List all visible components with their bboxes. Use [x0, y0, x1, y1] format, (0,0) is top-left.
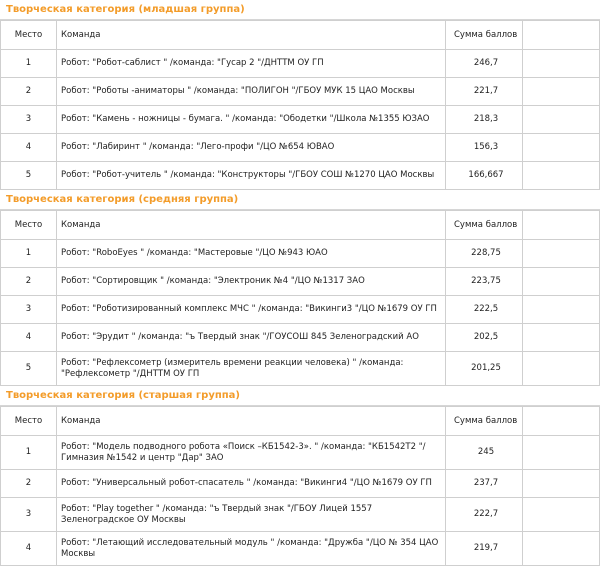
cell-empty	[523, 50, 600, 78]
cell-empty	[523, 498, 600, 532]
cell-team: Робот: "Летающий исследовательный модуль " /команда: "Дружба "/ЦО № 354 ЦАО Москвы	[57, 532, 446, 566]
results-table-junior	[0, 20, 600, 190]
cell-team: Робот: "Робот-саблист " /команда: "Гусар 2 "/ДНТТМ ОУ ГП	[57, 50, 446, 78]
header-team: Команда	[57, 407, 446, 436]
table-row	[1, 296, 600, 324]
cell-place: 1	[1, 240, 57, 268]
table-row	[1, 50, 600, 78]
table-row	[1, 470, 600, 498]
header-place: Место	[1, 407, 57, 436]
cell-place: 2	[1, 78, 57, 106]
table-row	[1, 352, 600, 386]
table-header-row	[1, 407, 600, 436]
table-header-row	[1, 211, 600, 240]
cell-score: 237,7	[446, 470, 523, 498]
cell-empty	[523, 78, 600, 106]
cell-place: 3	[1, 296, 57, 324]
cell-score: 223,75	[446, 268, 523, 296]
cell-team: Робот: "Камень - ножницы - бумага. " /команда: "Ободетки "/Школа №1355 ЮЗАО	[57, 106, 446, 134]
cell-team: Робот: "Модель подводного робота «Поиск –КБ1542-3». " /команда: "КБ1542Т2 "/Гимназия №1542 и центр "Дар" ЗАО	[57, 436, 446, 470]
table-row	[1, 436, 600, 470]
results-table-senior	[0, 406, 600, 566]
table-row	[1, 324, 600, 352]
cell-team: Робот: "Play together " /команда: "ъ Твердый знак "/ГБОУ Лицей 1557 Зеленоградское ОУ Москвы	[57, 498, 446, 532]
cell-team: Робот: "Лабиринт " /команда: "Лего-профи "/ЦО №654 ЮВАО	[57, 134, 446, 162]
section-title-junior: Творческая категория (младшая группа)	[0, 0, 600, 20]
cell-place: 4	[1, 324, 57, 352]
cell-empty	[523, 162, 600, 190]
cell-score: 156,3	[446, 134, 523, 162]
cell-team: Робот: "RoboEyes " /команда: "Мастеровые "/ЦО №943 ЮАО	[57, 240, 446, 268]
cell-empty	[523, 352, 600, 386]
cell-empty	[523, 296, 600, 324]
header-place: Место	[1, 21, 57, 50]
cell-team: Робот: "Роботы -аниматоры " /команда: "ПОЛИГОН "/ГБОУ МУК 15 ЦАО Москвы	[57, 78, 446, 106]
header-score: Сумма баллов	[446, 407, 523, 436]
cell-score: 228,75	[446, 240, 523, 268]
cell-score: 246,7	[446, 50, 523, 78]
cell-place: 4	[1, 134, 57, 162]
table-row	[1, 268, 600, 296]
cell-place: 2	[1, 470, 57, 498]
table-row	[1, 162, 600, 190]
cell-score: 202,5	[446, 324, 523, 352]
table-row	[1, 78, 600, 106]
table-row	[1, 532, 600, 566]
cell-score: 201,25	[446, 352, 523, 386]
section-title-middle: Творческая категория (средняя группа)	[0, 190, 600, 210]
table-row	[1, 134, 600, 162]
table-row	[1, 106, 600, 134]
cell-team: Робот: "Роботизированный комплекс МЧС " /команда: "Викинги3 "/ЦО №1679 ОУ ГП	[57, 296, 446, 324]
table-row	[1, 240, 600, 268]
cell-score: 218,3	[446, 106, 523, 134]
cell-empty	[523, 470, 600, 498]
cell-team: Робот: "Эрудит " /команда: "ъ Твердый знак "/ГОУСОШ 845 Зеленоградский АО	[57, 324, 446, 352]
cell-empty	[523, 324, 600, 352]
cell-place: 1	[1, 436, 57, 470]
cell-place: 5	[1, 162, 57, 190]
cell-team: Робот: "Универсальный робот-спасатель " /команда: "Викинги4 "/ЦО №1679 ОУ ГП	[57, 470, 446, 498]
results-table-middle	[0, 210, 600, 386]
section-title-senior: Творческая категория (старшая группа)	[0, 386, 600, 406]
cell-place: 4	[1, 532, 57, 566]
cell-empty	[523, 268, 600, 296]
cell-team: Робот: "Сортировщик " /команда: "Электроник №4 "/ЦО №1317 ЗАО	[57, 268, 446, 296]
cell-empty	[523, 106, 600, 134]
cell-score: 166,667	[446, 162, 523, 190]
cell-score: 222,5	[446, 296, 523, 324]
cell-empty	[523, 240, 600, 268]
cell-score: 222,7	[446, 498, 523, 532]
cell-score: 219,7	[446, 532, 523, 566]
cell-empty	[523, 436, 600, 470]
header-empty	[523, 21, 600, 50]
header-place: Место	[1, 211, 57, 240]
header-score: Сумма баллов	[446, 211, 523, 240]
cell-team: Робот: "Рефлексометр (измеритель времени реакции человека) " /команда: "Рефлексометр "/ДНТТМ ОУ ГП	[57, 352, 446, 386]
cell-place: 3	[1, 498, 57, 532]
cell-place: 2	[1, 268, 57, 296]
cell-place: 5	[1, 352, 57, 386]
header-empty	[523, 211, 600, 240]
cell-place: 3	[1, 106, 57, 134]
cell-score: 245	[446, 436, 523, 470]
cell-empty	[523, 532, 600, 566]
cell-empty	[523, 134, 600, 162]
header-team: Команда	[57, 21, 446, 50]
cell-place: 1	[1, 50, 57, 78]
cell-score: 221,7	[446, 78, 523, 106]
header-team: Команда	[57, 211, 446, 240]
table-row	[1, 498, 600, 532]
header-score: Сумма баллов	[446, 21, 523, 50]
cell-team: Робот: "Робот-учитель " /команда: "Конструкторы "/ГБОУ СОШ №1270 ЦАО Москвы	[57, 162, 446, 190]
header-empty	[523, 407, 600, 436]
table-header-row	[1, 21, 600, 50]
